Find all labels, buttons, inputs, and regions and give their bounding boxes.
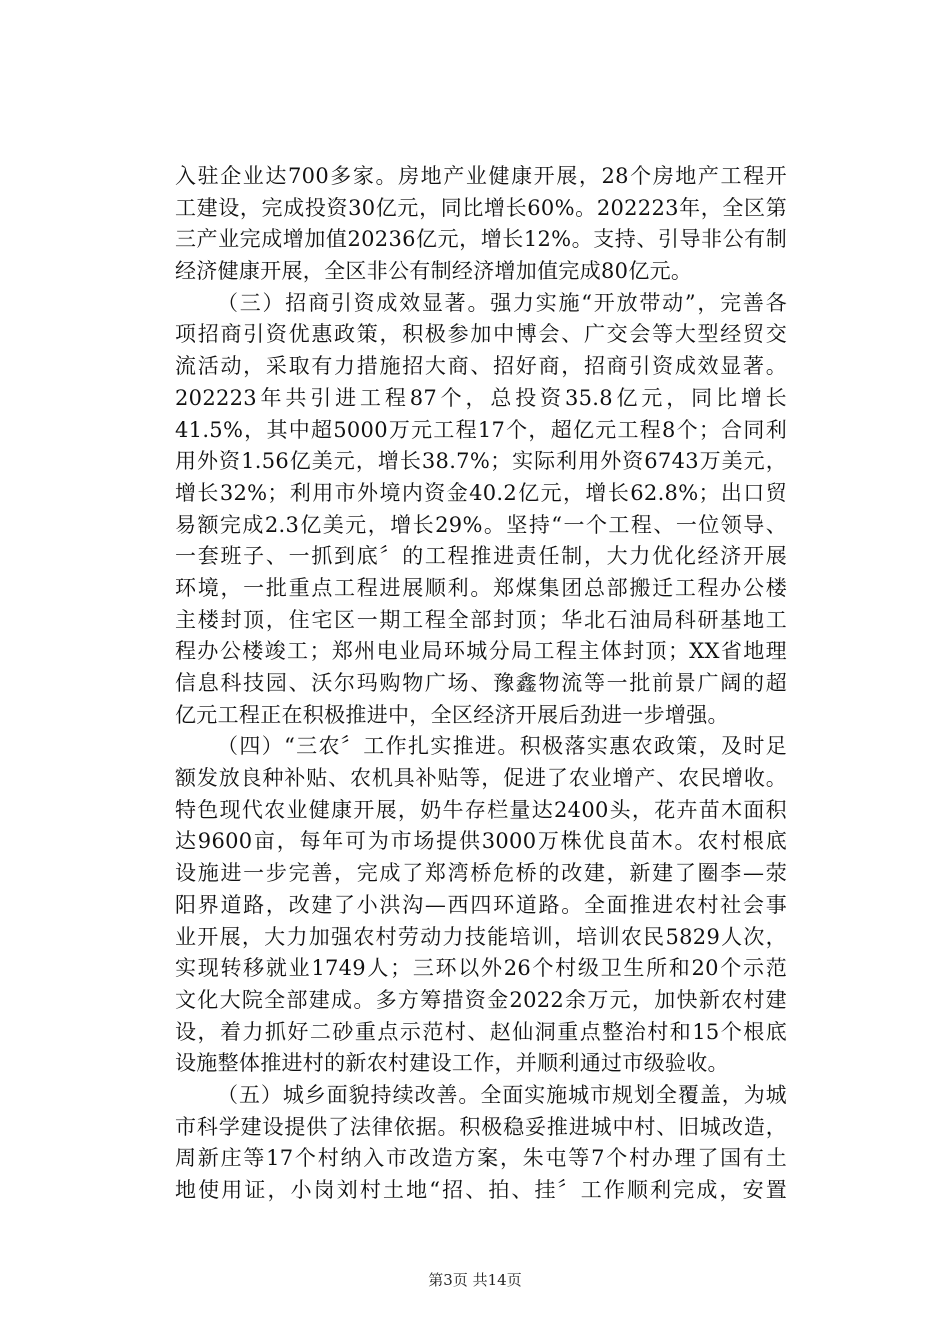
paragraph-start-line: （三）招商引资成效显著。强力实施“开放带动”，完善各: [217, 290, 787, 315]
text-line: 主楼封顶，住宅区一期工程全部封顶；华北石油局科研基地工: [175, 607, 787, 632]
text-line: 周新庄等17个村纳入市改造方案，朱屯等7个村办理了国有土: [175, 1146, 787, 1171]
text-line: 工建设，完成投资30亿元，同比增长60%。202223年，全区第: [175, 195, 787, 220]
text-line: 地使用证，小岗刘村土地“招、拍、挂〞工作顺利完成，安置: [175, 1178, 787, 1202]
text-line: 阳界道路，改建了小洪沟—西四环道路。全面推进农村社会事: [175, 892, 787, 917]
text-line: 用外资1.56亿美元，增长38.7%；实际利用外资6743万美元，: [175, 449, 787, 474]
text-line: 达9600亩，每年可为市场提供3000万株优良苗木。农村根底: [175, 829, 787, 854]
text-line: 环境，一批重点工程进展顺利。郑煤集团总部搬迁工程办公楼: [175, 575, 787, 600]
text-line: 信息科技园、沃尔玛购物广场、豫鑫物流等一批前景广阔的超: [175, 671, 787, 695]
text-line: 流活动，采取有力措施招大商、招好商，招商引资成效显著。: [175, 354, 787, 379]
paragraph-start-line: （五）城乡面貌持续改善。全面实施城市规划全覆盖，为城: [217, 1082, 787, 1107]
page-number: 第3页 共14页: [428, 1271, 522, 1289]
text-line: 一套班子、一抓到底〞的工程推进责任制，大力优化经济开展: [175, 544, 787, 569]
body-text: [175, 161, 787, 1207]
text-line: 经济健康开展，全区非公有制经济增加值完成80亿元。: [175, 259, 693, 284]
text-line: 设，着力抓好二砂重点示范村、赵仙洞重点整治村和15个根底: [175, 1019, 787, 1044]
text-line: 增长32%；利用市外境内资金40.2亿元，增长62.8%；出口贸: [175, 480, 787, 505]
text-line: 41.5%，其中超5000万元工程17个，超亿元工程8个；合同利: [175, 417, 787, 442]
text-line: 202223年共引进工程87个，总投资35.8亿元，同比增长: [175, 385, 787, 410]
paragraph-start-line: （四）“三农〞工作扎实推进。积极落实惠农政策，及时足: [217, 734, 787, 759]
page-footer: [0, 1270, 950, 1290]
text-line: 特色现代农业健康开展，奶牛存栏量达2400头，花卉苗木面积: [175, 797, 787, 822]
text-line: 额发放良种补贴、农机具补贴等，促进了农业增产、农民增收。: [175, 766, 787, 791]
text-line: 入驻企业达700多家。房地产业健康开展，28个房地产工程开: [175, 164, 787, 188]
text-line: 市科学建设提供了法律依据。积极稳妥推进城中村、旧城改造，: [175, 1114, 787, 1139]
text-line: 文化大院全部建成。多方筹措资金2022余万元，加快新农村建: [175, 987, 787, 1012]
text-line: 业开展，大力加强农村劳动力技能培训，培训农民5829人次，: [175, 924, 787, 949]
text-line: 亿元工程正在积极推进中，全区经济开展后劲进一步增强。: [175, 702, 729, 727]
text-line: 实现转移就业1749人；三环以外26个村级卫生所和20个示范: [175, 956, 787, 981]
text-line: 设施整体推进村的新农村建设工作，并顺利通过市级验收。: [175, 1051, 729, 1076]
text-line: 设施进一步完善，完成了郑湾桥危桥的改建，新建了圈李—荥: [175, 861, 787, 886]
text-line: 项招商引资优惠政策，积极参加中博会、广交会等大型经贸交: [175, 322, 787, 347]
text-line: 三产业完成增加值20236亿元，增长12%。支持、引导非公有制: [175, 227, 787, 252]
text-line: 易额完成2.3亿美元，增长29%。坚持“一个工程、一位领导、: [175, 512, 787, 537]
text-line: 程办公楼竣工；郑州电业局环城分局工程主体封顶；XX省地理: [175, 639, 787, 664]
